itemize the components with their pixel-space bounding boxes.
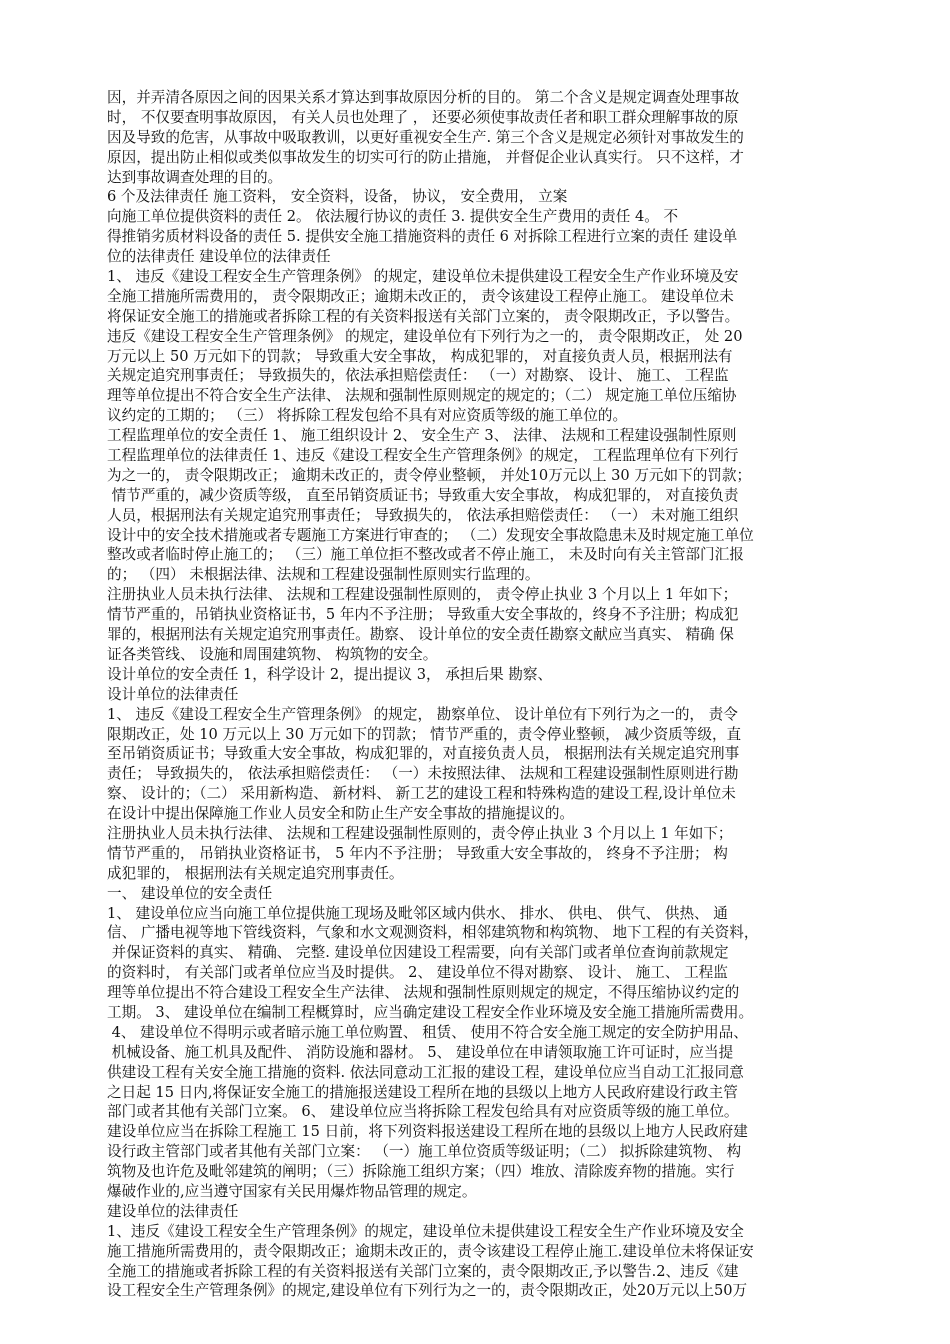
text-line: 关规定追究刑事责任； 导致损失的，依法承担赔偿责任： （一）对勘察、 设计、 施工、 工程监: [107, 367, 729, 385]
text-line: 4、 建设单位不得明示或者暗示施工单位购置、 租赁、 使用不符合安全施工规定的安全防护用品、: [107, 1023, 748, 1041]
text-line: 察、 设计的；（二） 采用新构造、 新材料、 新工艺的建设工程和特殊构造的建设工程,设计单位未: [107, 785, 736, 803]
text-line: 情节严重的，减少资质等级， 直至吊销资质证书；导致重大安全事故， 构成犯罪的， 对直接负责: [107, 486, 739, 504]
text-line: 1、 违反《建设工程安全生产管理条例》 的规定，建设单位未提供建设工程安全生产作业环境及安: [107, 268, 739, 286]
text-line: 1、 违反《建设工程安全生产管理条例》 的规定， 勘察单位、 设计单位有下列行为之一的， 责令: [107, 705, 738, 723]
text-line: 建设单位的法律责任: [107, 1202, 239, 1220]
text-line: 万元以上 50 万元如下的罚款； 导致重大安全事故， 构成犯罪的， 对直接负责人员，根据刑法有: [107, 347, 733, 365]
text-line: 责任； 导致损失的， 依法承担赔偿责任： （一）未按照法律、 法规和工程建设强制性原则进行勘: [107, 765, 739, 783]
text-line: 注册执业人员未执行法律、 法规和工程建设强制性原则的， 责令停止执业 3 个月以上 1 年如下；: [107, 586, 738, 604]
text-line: 理等单位提出不符合建设工程安全生产法律、 法规和强制性原则规定的规定，不得压缩协议约定的: [107, 984, 740, 1002]
text-line: 一、 建设单位的安全责任: [107, 884, 273, 902]
text-line: 因及导致的危害，从事故中吸取教训，以更好重视安全生产. 第三个含义是规定必须针对事故发生的: [107, 128, 744, 146]
text-line: 设工程安全生产管理条例》的规定,建设单位有下列行为之一的，责令限期改正，处20万元以上50万: [107, 1282, 748, 1300]
text-line: 工期。 3、 建设单位在编制工程概算时，应当确定建设工程安全作业环境及安全施工措施所需费用。: [107, 1003, 754, 1021]
text-line: 爆破作业的,应当遵守国家有关民用爆炸物品管理的规定。: [107, 1182, 477, 1200]
text-line: 违反《建设工程安全生产管理条例》 的规定，建设单位有下列行为之一的， 责令限期改正， 处 20: [107, 327, 743, 345]
text-line: 1、 建设单位应当向施工单位提供施工现场及毗邻区域内供水、 排水、 供电、 供气、 供热、 通: [107, 904, 728, 922]
text-line: 限期改正，处 10 万元以上 30 万元如下的罚款； 情节严重的，责令停业整顿， 减少资质等级，直: [107, 725, 742, 743]
text-line: 罪的，根据刑法有关规定追究刑事责任。勘察、 设计单位的安全责任勘察文献应当真实、 精确 保: [107, 626, 734, 644]
text-line: 理等单位提出不符合安全生产法律、 法规和强制性原则规定的规定的；（二） 规定施工单位压缩协: [107, 387, 737, 405]
text-line: 设计中的安全技术措施或者专题施工方案进行审查的； （二）发现安全事故隐患未及时规定施工单位: [107, 526, 754, 544]
text-line: 得推销劣质材料设备的责任 5. 提供安全施工措施资料的责任 6 对拆除工程进行立案的责任 建设单: [107, 228, 738, 246]
text-line: 原因，提出防止相似或类似事故发生的切实可行的防止措施， 并督促企业认真实行。 只不这样，才: [107, 148, 744, 166]
text-line: 位的法律责任 建设单位的法律责任: [107, 248, 331, 266]
text-line: 设行政主管部门或者其他有关部门立案： （一）施工单位资质等级证明；（二） 拟拆除建筑物、 构: [107, 1143, 742, 1161]
text-line: 工程监理单位的安全责任 1、 施工组织设计 2、 安全生产 3、 法律、 法规和工程建设强制性原则: [107, 427, 737, 445]
text-line: 的； （四） 未根据法律、法规和工程建设强制性原则实行监理的。: [107, 566, 540, 584]
text-line: 向施工单位提供资料的责任 2。 依法履行协议的责任 3. 提供安全生产费用的责任 4。 不: [107, 208, 679, 226]
text-line: 全施工措施所需费用的， 责令限期改正；逾期未改正的， 责令该建设工程停止施工。 建设单位未: [107, 287, 734, 305]
text-line: 并保证资料的真实、 精确、 完整. 建设单位因建设工程需要，向有关部门或者单位查询前款规定: [107, 944, 729, 962]
text-line: 为之一的， 责令限期改正； 逾期未改正的，责令停业整顿， 并处10万元以上 30 万元如下的罚款；: [107, 466, 752, 484]
text-line: 至吊销资质证书；导致重大安全事故，构成犯罪的，对直接负责人员， 根据刑法有关规定追究刑事: [107, 745, 740, 763]
text-line: 信、 广播电视等地下管线资料，气象和水文观测资料，相邻建筑物和构筑物、 地下工程的有关资料，: [107, 924, 759, 942]
text-line: 整改或者临时停止施工的； （三）施工单位拒不整改或者不停止施工， 未及时向有关主管部门汇报: [107, 546, 744, 564]
text-line: 人员，根据刑法有关规定追究刑事责任； 导致损失的， 依法承担赔偿责任： （一） 未对施工组织: [107, 506, 739, 524]
text-line: 成犯罪的， 根据刑法有关规定追究刑事责任。: [107, 864, 404, 882]
text-line: 注册执业人员未执行法律、 法规和工程建设强制性原则的，责令停止执业 3 个月以上 1 年如下；: [107, 824, 733, 842]
text-line: 证各类管线、 设施和周围建筑物、 构筑物的安全。: [107, 645, 438, 663]
text-line: 时， 不仅要查明事故原因， 有关人员也处理了 ， 还要必须使事故责任者和职工群众理解事故的原: [107, 108, 739, 126]
text-line: 将保证安全施工的措施或者拆除工程的有关资料报送有关部门立案的， 责令限期改正，予以警告。: [107, 307, 740, 325]
text-line: 部门或者其他有关部门立案。 6、 建设单位应当将拆除工程发包给具有对应资质等级的施工单位。: [107, 1103, 739, 1121]
text-line: 之日起 15 日内,将保证安全施工的措施报送建设工程所在地的县级以上地方人民政府建设行政主管: [107, 1083, 738, 1101]
text-line: 议约定的工期的； （三） 将拆除工程发包给不具有对应资质等级的施工单位的。: [107, 407, 628, 425]
text-line: 全施工的措施或者拆除工程的有关资料报送有关部门立案的，责令限期改正,予以警告.2、违反《建: [107, 1262, 739, 1280]
text-line: 在设计中提出保障施工作业人员安全和防止生产安全事故的措施提议的。: [107, 805, 575, 823]
text-line: 工程监理单位的法律责任 1、违反《建设工程安全生产管理条例》的规定， 工程监理单位有下列行: [107, 447, 739, 465]
text-line: 情节严重的， 吊销执业资格证书， 5 年内不予注册； 导致重大安全事故的， 终身不予注册； 构: [107, 844, 728, 862]
text-line: 1、违反《建设工程安全生产管理条例》的规定，建设单位未提供建设工程安全生产作业环境及安全: [107, 1222, 744, 1240]
text-line: 达到事故调查处理的目的。: [107, 168, 283, 186]
text-line: 机械设备、施工机具及配件、 消防设施和器材。 5、 建设单位在申请领取施工许可证时，应当提: [107, 1043, 734, 1061]
text-line: 情节严重的，吊销执业资格证书，5 年内不予注册； 导致重大安全事故的，终身不予注册；构成犯: [107, 606, 739, 624]
text-line: 的资料时， 有关部门或者单位应当及时提供。 2、 建设单位不得对勘察、 设计、 施工、 工程监: [107, 964, 728, 982]
text-line: 建设单位应当在拆除工程施工 15 日前，将下列资料报送建设工程所在地的县级以上地方人民政府建: [107, 1123, 748, 1141]
text-line: 筑物及也许危及毗邻建筑的阐明；（三）拆除施工组织方案；（四）堆放、清除废弃物的措施。实行: [107, 1163, 735, 1181]
text-line: 因，并弄清各原因之间的因果关系才算达到事故原因分析的目的。 第二个含义是规定调查处理事故: [107, 89, 740, 106]
document-body: [107, 88, 877, 1301]
text-line: 施工措施所需费用的，责令限期改正；逾期未改正的，责令该建设工程停止施工.建设单位未将保证安: [107, 1242, 754, 1260]
text-line: 6 个及法律责任 施工资料， 安全资料，设备， 协议， 安全费用， 立案: [107, 188, 568, 206]
text-line: 供建设工程有关安全施工措施的资料. 依法同意动工汇报的建设工程，建设单位应当自动工汇报同意: [107, 1063, 744, 1081]
text-line: 设计单位的法律责任: [107, 685, 239, 703]
text-line: 设计单位的安全责任 1，科学设计 2，提出提议 3， 承担后果 勘察、: [107, 665, 553, 683]
